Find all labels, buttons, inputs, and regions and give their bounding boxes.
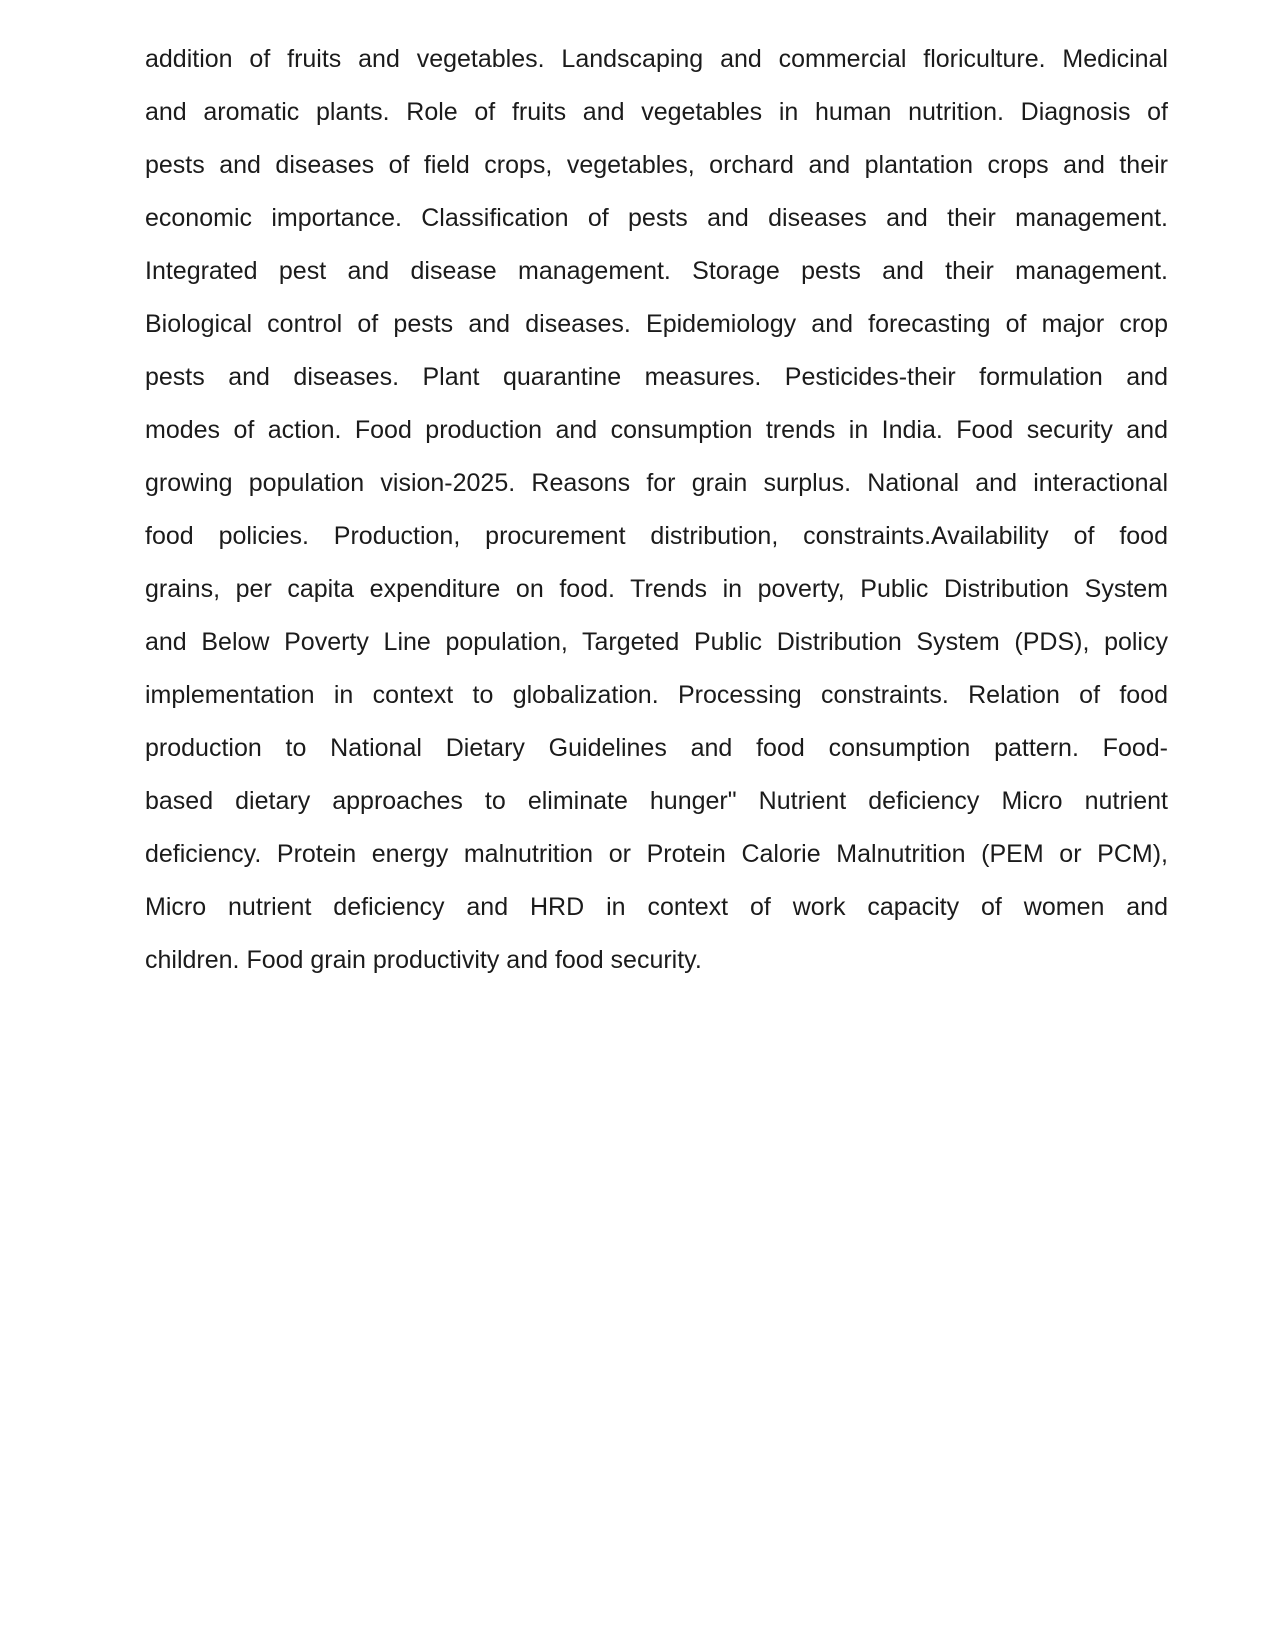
text-line: and Below Poverty Line population, Targeted Public Distribution System (PDS), policy xyxy=(145,628,1168,656)
text-line: pests and diseases of field crops, vegetables, orchard and plantation crops and their xyxy=(145,151,1168,179)
syllabus-paragraph xyxy=(145,33,1168,987)
text-line: grains, per capita expenditure on food. Trends in poverty, Public Distribution System xyxy=(145,575,1168,603)
text-line: implementation in context to globalization. Processing constraints. Relation of food xyxy=(145,681,1168,709)
text-line: children. Food grain productivity and food security. xyxy=(145,946,702,974)
text-line: Micro nutrient deficiency and HRD in context of work capacity of women and xyxy=(145,893,1168,921)
text-line: growing population vision-2025. Reasons for grain surplus. National and interactional xyxy=(145,469,1168,497)
text-line: and aromatic plants. Role of fruits and vegetables in human nutrition. Diagnosis of xyxy=(145,98,1168,126)
text-line: Biological control of pests and diseases. Epidemiology and forecasting of major crop xyxy=(145,310,1168,338)
text-line: deficiency. Protein energy malnutrition or Protein Calorie Malnutrition (PEM or PCM), xyxy=(145,840,1168,868)
text-line: food policies. Production, procurement distribution, constraints.Availability of food xyxy=(145,522,1168,550)
text-line: production to National Dietary Guidelines and food consumption pattern. Food- xyxy=(145,734,1168,762)
text-line: Integrated pest and disease management. Storage pests and their management. xyxy=(145,257,1168,285)
text-line: economic importance. Classification of pests and diseases and their management. xyxy=(145,204,1168,232)
text-line: pests and diseases. Plant quarantine measures. Pesticides-their formulation and xyxy=(145,363,1168,391)
text-line: based dietary approaches to eliminate hunger" Nutrient deficiency Micro nutrient xyxy=(145,787,1168,815)
text-line: modes of action. Food production and consumption trends in India. Food security and xyxy=(145,416,1168,444)
text-line: addition of fruits and vegetables. Landscaping and commercial floriculture. Medicinal xyxy=(145,45,1168,73)
